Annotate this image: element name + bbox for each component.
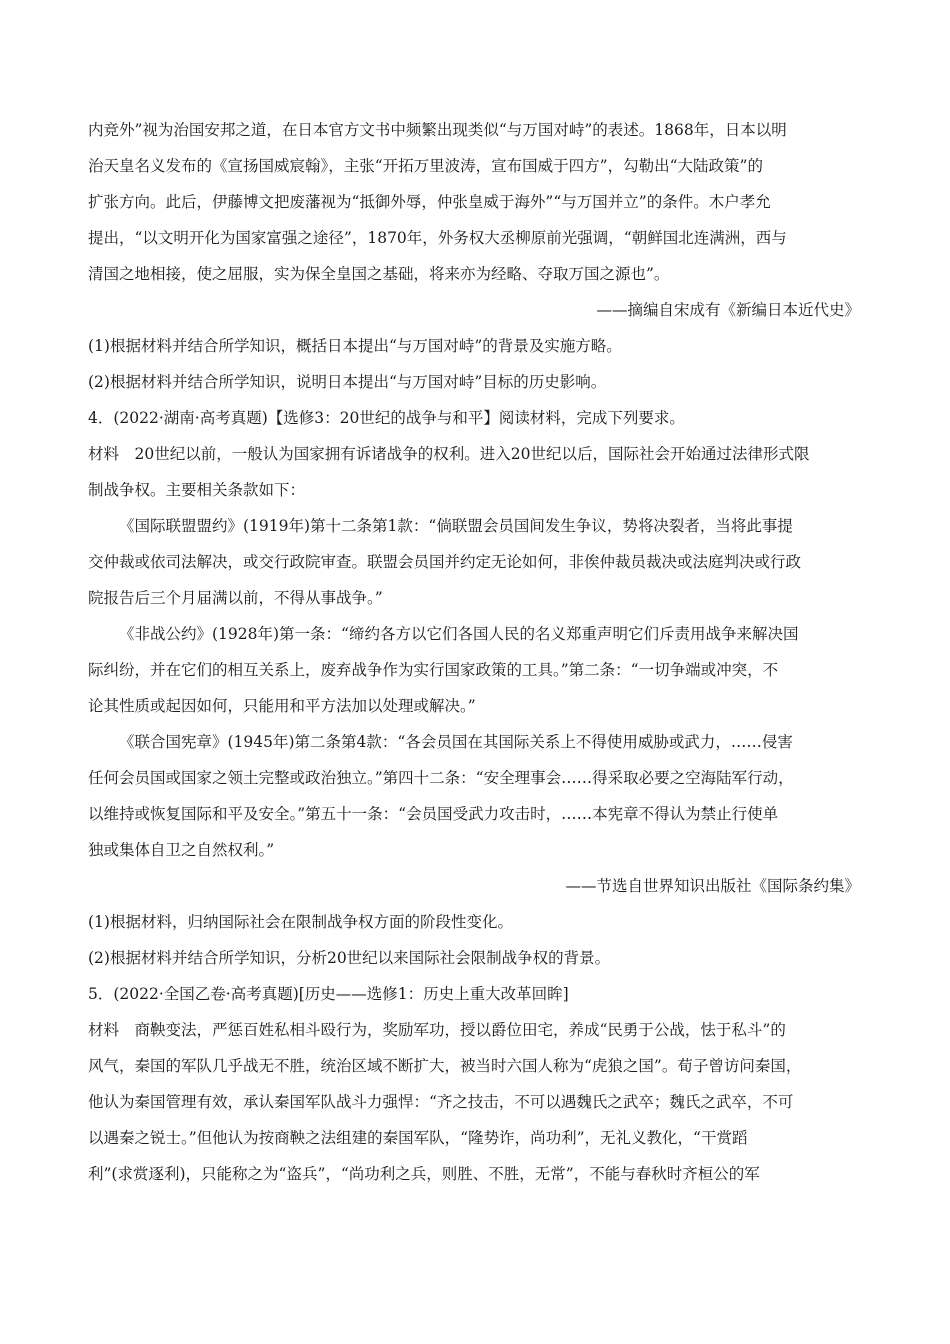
- text-line: 材料 商鞅变法，严惩百姓私相斗殴行为，奖励军功，授以爵位田宅，养成“民勇于公战，怯于私斗”的: [88, 1021, 786, 1039]
- source-citation: ——摘编自宋成有《新编日本近代史》: [596, 301, 860, 319]
- text-line: 内竞外”视为治国安邦之道，在日本官方文书中频繁出现类似“与万国对峙”的表述。1868年，日本以明: [88, 121, 787, 139]
- text-line: 论其性质或起因如何，只能用和平方法加以处理或解决。”: [88, 697, 476, 715]
- text-line: 独或集体自卫之自然权利。”: [88, 841, 275, 859]
- text-line: 《国际联盟盟约》(1919年)第十二条第1款：“倘联盟会员国间发生争议，势将决裂者，当将此事提: [119, 517, 793, 535]
- text-line: 利”(求赏逐利)，只能称之为“盗兵”，“尚功利之兵，则胜、不胜，无常”，不能与春秋时齐桓公的军: [88, 1165, 760, 1183]
- text-line: 《非战公约》(1928年)第一条：“缔约各方以它们各国人民的名义郑重声明它们斥责用战争来解决国: [119, 625, 799, 643]
- text-line: 清国之地相接，使之屈服，实为保全皇国之基础，将来亦为经略、夺取万国之源也”。: [88, 265, 670, 283]
- text-line: 提出，“以文明开化为国家富强之途径”，1870年，外务权大丞柳原前光强调，“朝鲜国北连满洲，西与: [88, 229, 787, 247]
- text-line: 治天皇名义发布的《宣扬国威宸翰》，主张“开拓万里波涛，宣布国威于四方”，勾勒出“大陆政策”的: [88, 157, 763, 175]
- text-line: 际纠纷，并在它们的相互关系上，废弃战争作为实行国家政策的工具。”第二条：“一切争端或冲突，不: [88, 661, 779, 679]
- text-line: 风气，秦国的军队几乎战无不胜，统治区域不断扩大，被当时六国人称为“虎狼之国”。荀子曾访问秦国，: [88, 1057, 802, 1075]
- text-line: 扩张方向。此后，伊藤博文把废藩视为“抵御外辱，仲张皇威于海外”“与万国并立”的条件。木户孝允: [88, 193, 771, 211]
- question-item: (1)根据材料并结合所学知识，概括日本提出“与万国对峙”的背景及实施方略。: [88, 337, 622, 355]
- text-line: 院报告后三个月届满以前，不得从事战争。”: [88, 589, 383, 607]
- text-line: 《联合国宪章》(1945年)第二条第4款：“各会员国在其国际关系上不得使用威胁或武力，……侵害: [119, 733, 793, 751]
- text-line: 制战争权。主要相关条款如下：: [88, 481, 306, 499]
- text-line: 他认为秦国管理有效，承认秦国军队战斗力强悍：“齐之技击，不可以遇魏氏之武卒；魏氏之武卒，不可: [88, 1093, 794, 1111]
- source-citation: ——节选自世界知识出版社《国际条约集》: [565, 877, 860, 895]
- question-item: (1)根据材料，归纳国际社会在限制战争权方面的阶段性变化。: [88, 913, 513, 931]
- text-line: 以遇秦之锐士。”但他认为按商鞅之法组建的秦国军队，“隆势诈，尚功利”，无礼义教化，“干赏蹈: [88, 1129, 748, 1147]
- question-heading: 5．(2022·全国乙卷·高考真题)[历史——选修1：历史上重大改革回眸]: [88, 985, 569, 1003]
- text-line: 交仲裁或依司法解决，或交行政院审查。联盟会员国并约定无论如何，非俟仲裁员裁决或法庭判决或行政: [88, 553, 802, 571]
- question-item: (2)根据材料并结合所学知识，说明日本提出“与万国对峙”目标的历史影响。: [88, 373, 607, 391]
- text-line: 任何会员国或国家之领土完整或政治独立。”第四十二条：“安全理事会……得采取必要之空海陆军行动，: [88, 769, 794, 787]
- question-heading: 4．(2022·湖南·高考真题)【选修3：20世纪的战争与和平】阅读材料，完成下列要求。: [88, 409, 685, 427]
- text-line: 以维持或恢复国际和平及安全。”第五十一条：“会员国受武力攻击时，……本宪章不得认为禁止行使单: [88, 805, 779, 823]
- question-item: (2)根据材料并结合所学知识，分析20世纪以来国际社会限制战争权的背景。: [88, 949, 611, 967]
- document-body: [88, 112, 860, 1192]
- text-line: 材料 20世纪以前，一般认为国家拥有诉诸战争的权利。进入20世纪以后，国际社会开始通过法律形式限: [88, 445, 810, 463]
